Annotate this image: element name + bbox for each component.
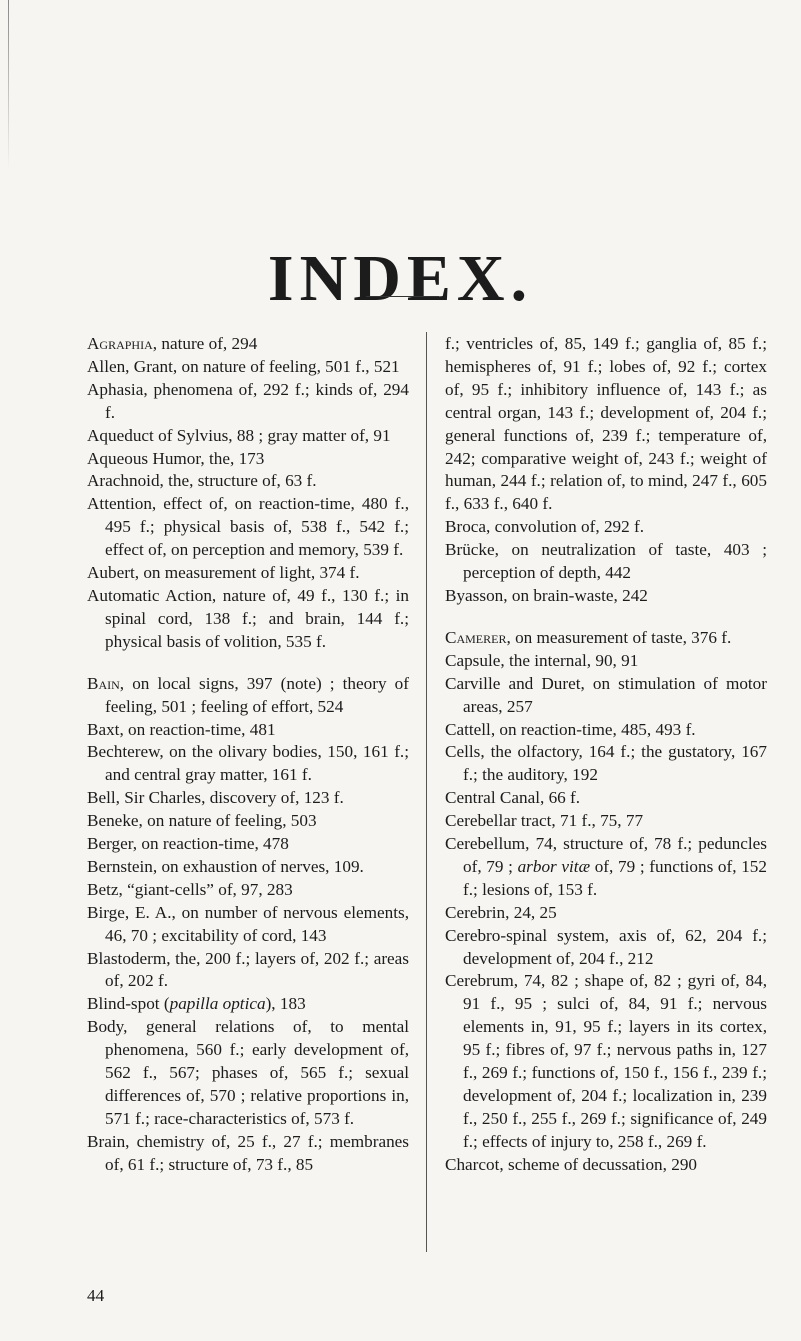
entry-text: Aphasia, phenomena of, 292 f.; kinds of, 294 f. <box>87 379 409 422</box>
index-entry <box>87 993 409 1016</box>
index-entry <box>87 1131 409 1177</box>
index-entry <box>445 1154 767 1177</box>
entry-text: Blastoderm, the, 200 f.; layers of, 202 f.; areas of, 202 f. <box>87 948 409 991</box>
page-edge-shadow <box>8 0 9 170</box>
index-entry <box>87 425 409 448</box>
index-column-left <box>87 333 409 1177</box>
entry-text: Cerebrin, 24, 25 <box>445 902 557 922</box>
entry-text: Body, general relations of, to mental phenomena, 560 f.; early development of, 562 f., 567; phases of, 565 f.; sexual differences of, 570 ; relative proportions in, 571 f.; race-characteristics of, 573 f. <box>87 1017 409 1128</box>
entry-lead-word: Agraphia, <box>87 334 158 353</box>
entry-text: Cattell, on reaction-time, 485, 493 f. <box>445 719 696 739</box>
index-entry <box>445 741 767 787</box>
entry-text: Baxt, on reaction-time, 481 <box>87 719 276 739</box>
entry-text: Aqueous Humor, the, 173 <box>87 448 265 468</box>
entry-text: Broca, convolution of, 292 f. <box>445 517 645 537</box>
index-entry <box>445 333 767 516</box>
index-column-right <box>445 333 767 1177</box>
entry-text: Capsule, the internal, 90, 91 <box>445 650 639 670</box>
column-divider <box>426 332 427 1252</box>
entry-text: on local signs, 397 (note) ; theory of feeling, 501 ; feeling of effort, 524 <box>105 673 409 716</box>
page-title: INDEX. <box>267 242 534 316</box>
entry-lead-word: Bain, <box>87 673 125 693</box>
entry-text: Bechterew, on the olivary bodies, 150, 161 f.; and central gray matter, 161 f. <box>87 742 409 785</box>
index-entry <box>87 333 409 356</box>
entry-text: Berger, on reaction-time, 478 <box>87 834 289 854</box>
index-entry <box>87 948 409 994</box>
entry-text: Betz, “giant-cells” of, 97, 283 <box>87 879 293 899</box>
entry-text: nature of, 294 <box>157 334 258 353</box>
index-entry <box>87 879 409 902</box>
entry-text: Beneke, on nature of feeling, 503 <box>87 811 317 831</box>
entry-text: Cerebellum, 74, structure of, 78 f.; peduncles of, 79 ; arbor vitæ of, 79 ; functions of, 152 f.; lesions of, 153 f. <box>445 834 767 899</box>
entry-text: Central Canal, 66 f. <box>445 788 581 808</box>
index-entry <box>445 925 767 971</box>
index-entry <box>445 970 767 1153</box>
entry-text: Attention, effect of, on reaction-time, 480 f., 495 f.; physical basis of, 538 f., 542 f.; effect of, on perception and memory, 539 f. <box>87 494 409 560</box>
index-entry <box>87 470 409 493</box>
entry-text: Birge, E. A., on number of nervous elements, 46, 70 ; excitability of cord, 143 <box>87 902 409 945</box>
entry-text: Carville and Duret, on stimulation of motor areas, 257 <box>445 673 767 716</box>
index-entry <box>445 673 767 719</box>
index-entry <box>87 719 409 742</box>
entry-text: Bell, Sir Charles, discovery of, 123 f. <box>87 788 344 808</box>
index-entry <box>87 448 409 471</box>
index-entry <box>87 856 409 879</box>
index-entry <box>87 585 409 654</box>
index-entry <box>87 562 409 585</box>
index-entry <box>445 787 767 810</box>
page-number: 44 <box>87 1286 105 1305</box>
entry-text: Byasson, on brain-waste, 242 <box>445 585 648 605</box>
index-entry <box>87 902 409 948</box>
index-entry <box>87 741 409 787</box>
entry-text: Brain, chemistry of, 25 f., 27 f.; membranes of, 61 f.; structure of, 73 f., 85 <box>87 1131 409 1174</box>
index-entry <box>87 379 409 425</box>
index-entry <box>445 516 767 539</box>
entry-text: on measurement of taste, 376 f. <box>510 627 732 647</box>
title-rule <box>366 296 439 297</box>
index-entry <box>445 539 767 585</box>
entry-text: Brücke, on neutralization of taste, 403 ; perception of depth, 442 <box>445 540 767 583</box>
entry-lead-word: Camerer, <box>445 627 511 647</box>
entry-text: Automatic Action, nature of, 49 f., 130 f.; in spinal cord, 138 f.; and brain, 144 f.; physical basis of volition, 535 f. <box>87 585 409 651</box>
index-entry <box>87 673 409 719</box>
entry-text: Cells, the olfactory, 164 f.; the gustatory, 167 f.; the auditory, 192 <box>445 742 767 785</box>
index-entry <box>445 627 767 650</box>
index-entry <box>87 493 409 562</box>
index-entry <box>87 1016 409 1131</box>
entry-text: Cerebellar tract, 71 f., 75, 77 <box>445 811 644 831</box>
index-entry <box>445 902 767 925</box>
entry-text: Cerebro-spinal system, axis of, 62, 204 f.; development of, 204 f., 212 <box>445 925 767 968</box>
index-entry <box>445 585 767 608</box>
entry-text: Bernstein, on exhaustion of nerves, 109. <box>87 856 364 876</box>
index-entry <box>87 356 409 379</box>
entry-text: Arachnoid, the, structure of, 63 f. <box>87 471 317 491</box>
index-entry <box>445 810 767 833</box>
entry-text: Aqueduct of Sylvius, 88 ; gray matter of, 91 <box>87 425 391 445</box>
entry-text: Allen, Grant, on nature of feeling, 501 f., 521 <box>87 356 400 376</box>
entry-text: Aubert, on measurement of light, 374 f. <box>87 563 360 583</box>
entry-text: Cerebrum, 74, 82 ; shape of, 82 ; gyri of, 84, 91 f., 95 ; sulci of, 84, 91 f.; nervous elements in, 91, 95 f.; layers in its cortex, 95 f.; fibres of, 97 f.; nervous paths in, 127 f., 269 f.; functions of, 150 f., 156 f., 239 f.; development of, 204 f.; localization in, 239 f., 250 f., 255 f., 269 f.; significance of, 249 f.; effects of injury to, 258 f., 269 f. <box>445 971 767 1151</box>
entry-text: Blind-spot (papilla optica), 183 <box>87 994 306 1014</box>
entry-text: f.; ventricles of, 85, 149 f.; ganglia of, 85 f.; hemispheres of, 91 f.; lobes of, 92 f.; cortex of, 95 f.; inhibitory influence of, 143 f.; as central organ, 143 f.; development of, 204 f.; general functions of, 239 f.; temperature of, 242; comparative weight of, 243 f.; weight of human, 244 f.; relation of, to mind, 247 f., 605 f., 633 f., 640 f. <box>445 334 767 514</box>
index-entry <box>445 650 767 673</box>
index-entry <box>445 719 767 742</box>
entry-text: Charcot, scheme of decussation, 290 <box>445 1154 698 1174</box>
index-entry <box>87 833 409 856</box>
index-entry <box>87 787 409 810</box>
index-entry <box>87 810 409 833</box>
index-entry <box>445 833 767 902</box>
